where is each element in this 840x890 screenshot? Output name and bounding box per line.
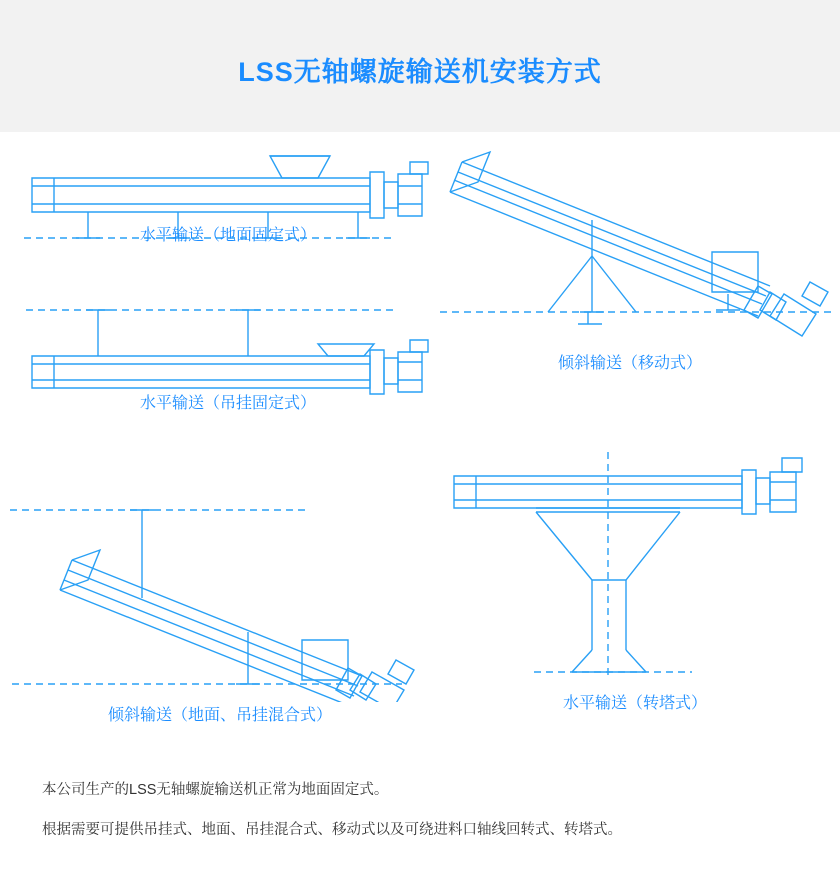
figure-inclined-mixed (10, 472, 430, 702)
page-title: LSS无轴螺旋输送机安装方式 (238, 57, 602, 87)
figure-horizontal-turret (440, 450, 830, 690)
figure-caption: 水平输送（吊挂固定式） (139, 395, 316, 412)
figure-horizontal-suspended-fixed (18, 300, 438, 400)
diagram-area (0, 132, 840, 772)
figure-caption: 倾斜输送（移动式） (557, 355, 702, 372)
figure-caption: 倾斜输送（地面、吊挂混合式） (107, 707, 332, 724)
footer-notes (42, 780, 802, 860)
footer-line-1: 本公司生产的LSS无轴螺旋输送机正常为地面固定式。 (42, 782, 389, 798)
figure-caption: 水平输送（地面固定式） (139, 227, 316, 244)
figure-inclined-mobile (440, 134, 840, 344)
footer-line-2: 根据需要可提供吊挂式、地面、吊挂混合式、移动式以及可绕进料口轴线回转式、转塔式。 (42, 821, 622, 838)
figure-caption: 水平输送（转塔式） (562, 695, 707, 712)
